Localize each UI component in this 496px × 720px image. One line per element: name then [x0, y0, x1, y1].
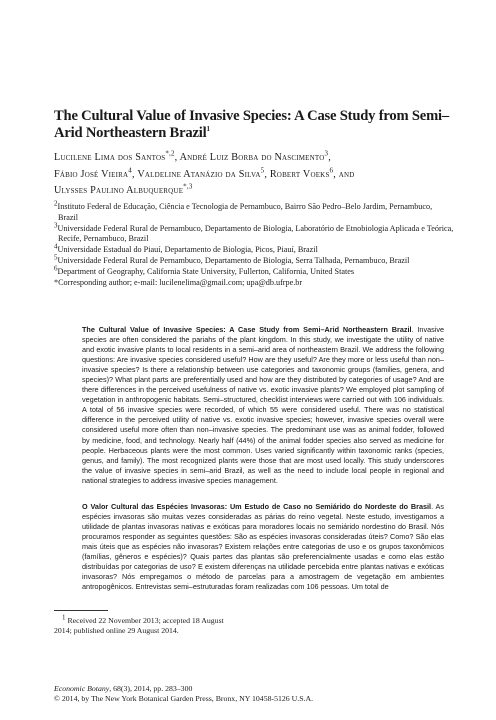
footnote-line: [54, 613, 454, 626]
author-name: Fábio José Vieira: [54, 168, 129, 180]
affiliation-marker: 4: [54, 242, 58, 251]
author-separator: ,: [264, 168, 270, 180]
article-title: [54, 108, 454, 142]
abstract-english-body: . Invasive species are often considered the pariahs of the plant kingdom. In this study, we investigate the utility of native and exotic invasive plants to local residents in a semi–arid area of northeastern Brazil. We address the following questions: Are invasive species considered useful? How are they useful? Are they more or less useful than non–invasive species? Is there a relationship between use categories and taxonomic groups (families, genera, and species)? What plant parts are preferentially used and how are they distributed by categories of usage? And are there differences in the perceived usefulness of native vs. exotic invasive plants? We employed plot sampling of vegetation in anthropogenic habitats. Semi–structured, checklist interviews were carried out with 106 individuals. A total of 56 invasive species were recorded, of which 55 were considered useful. There was no statistical difference in the perceived utility of native vs. exotic invasive species; however, invasive species overall were considered useful more often than non–invasive species. The predominant use was as animal fodder, followed by medicine, food, and technology. Nearly half (44%) of the animal fodder species also served as medicine for people. Herbaceous plants were the most common. Uses varied significantly within taxonomic ranks (species, genus, and family). The most recognized plants were those that are most used locally. This study underscores the value of invasive species in semi–arid Brazil, as well as the need to include local people in regional and national strategies to address invasive species management.: [82, 325, 444, 485]
affiliation-marker: 6: [54, 264, 58, 273]
corresponding-author-text: *Corresponding author; e-mail: lucilenelima@gmail.com; upa@db.ufrpe.br: [54, 277, 303, 287]
author-list: [54, 150, 454, 200]
author-separator: , and: [333, 168, 355, 180]
author-affiliation-marker: *,3: [183, 182, 193, 191]
affiliation-marker: 3: [54, 220, 58, 229]
affiliation-list: [54, 199, 454, 288]
journal-copyright: © 2014, by The New York Botanical Garden Press, Bronx, NY 10458-5126 U.S.A.: [54, 694, 314, 703]
affiliation-text: Universidade Estadual do Piauí, Departamento de Biologia, Picos, Piauí, Brazil: [57, 245, 318, 255]
journal-name: Economic Botany: [54, 684, 110, 693]
affiliation-item: [54, 253, 454, 267]
author-affiliation-marker: *,2: [165, 149, 175, 158]
affiliation-item: [54, 264, 454, 278]
author-separator: ,: [174, 152, 180, 163]
author-name: Robert Voeks: [269, 168, 330, 180]
affiliation-text: Department of Geography, California State University, Fullerton, California, United States: [57, 266, 355, 276]
footnote-line: 2014; published online 29 August 2014.: [54, 626, 179, 635]
affiliation-item: [54, 242, 454, 256]
affiliation-item: [54, 199, 454, 224]
abstract-portuguese-title: O Valor Cultural das Espécies Invasoras: Um Estudo de Caso no Semiárido do Nordeste do Brasil: [82, 502, 432, 511]
affiliation-marker: 2: [54, 199, 58, 208]
footnote-received: Received 22 November 2013; accepted 18 August: [65, 616, 224, 625]
author-name: Valdeline Atanázio da Silva: [137, 168, 261, 180]
author-name: Lucilene Lima dos Santos: [54, 152, 166, 163]
journal-citation: [54, 684, 454, 694]
article-title-text: The Cultural Value of Invasive Species: A Case Study from Semi–Arid Northeastern Brazil: [54, 108, 449, 141]
corresponding-author: [54, 278, 454, 289]
footnote: [54, 613, 454, 636]
author-name: Ulysses Paulino Albuquerque: [54, 185, 184, 196]
author-separator: ,: [132, 168, 138, 180]
author-name: André Luiz Borba do Nascimento: [179, 152, 325, 163]
affiliation-text: Instituto Federal de Educação, Ciência e Tecnologia de Pernambuco, Bairro São Pedro–Belo Jardim, Pernambuco, Brazil: [57, 202, 433, 222]
affiliation-item: [54, 220, 454, 246]
abstract-portuguese: [82, 502, 444, 592]
author-separator: ,: [328, 152, 331, 163]
affiliation-text: Universidade Federal Rural de Pernambuco, Departamento de Biologia, Laboratório de Etnobiologia Aplicada e Teórica, Recife, Pernambuco, Brazil: [57, 223, 454, 244]
author-affiliation-marker: 6: [329, 166, 334, 175]
affiliation-marker: 5: [54, 253, 58, 262]
abstract-english-title: The Cultural Value of Invasive Species: A Case Study from Semi–Arid Northeastern Brazil: [82, 325, 412, 334]
author-affiliation-marker: 4: [128, 166, 132, 175]
journal-volume-pages: , 68(3), 2014, pp. 283–300: [109, 684, 193, 693]
journal-info: [54, 684, 454, 704]
author-affiliation-marker: 3: [324, 149, 329, 158]
affiliation-text: Universidade Federal Rural de Pernambuco, Departamento de Biologia, Serra Talhada, Pernambuco, Brazil: [57, 255, 410, 265]
footnote-marker: 1: [62, 613, 66, 622]
footnote-divider: [54, 610, 108, 611]
title-footnote-marker: 1: [206, 125, 210, 134]
author-affiliation-marker: 5: [260, 166, 265, 175]
abstract-portuguese-body: . As espécies invasoras são muitas vezes consideradas as párias do reino vegetal. Neste estudo, investigamos a utilidade de plantas invasoras nativas e exóticas para moradores locais no semiárido nordestino do Brasil. Nós procuramos responder as seguintes questões: São as espécies invasoras consideradas úteis? Como? São elas mais úteis que as espécies não invasoras? Existem relações entre categorias de uso e os grupos taxonômicos (famílias, gêneros e espécies)? Quais partes das plantas são preferencialmente usadas e como elas estão distribuídas por categorias de uso? E existem diferenças na utilidade percebida entre plantas nativas e exóticas invasoras? Nós empregamos o método de parcelas para a amostragem de vegetação em ambientes antropogênicos. Entrevistas semi–estruturadas foram realizadas com 106 pessoas. Um total de: [82, 502, 444, 592]
abstract-english: [82, 325, 444, 486]
